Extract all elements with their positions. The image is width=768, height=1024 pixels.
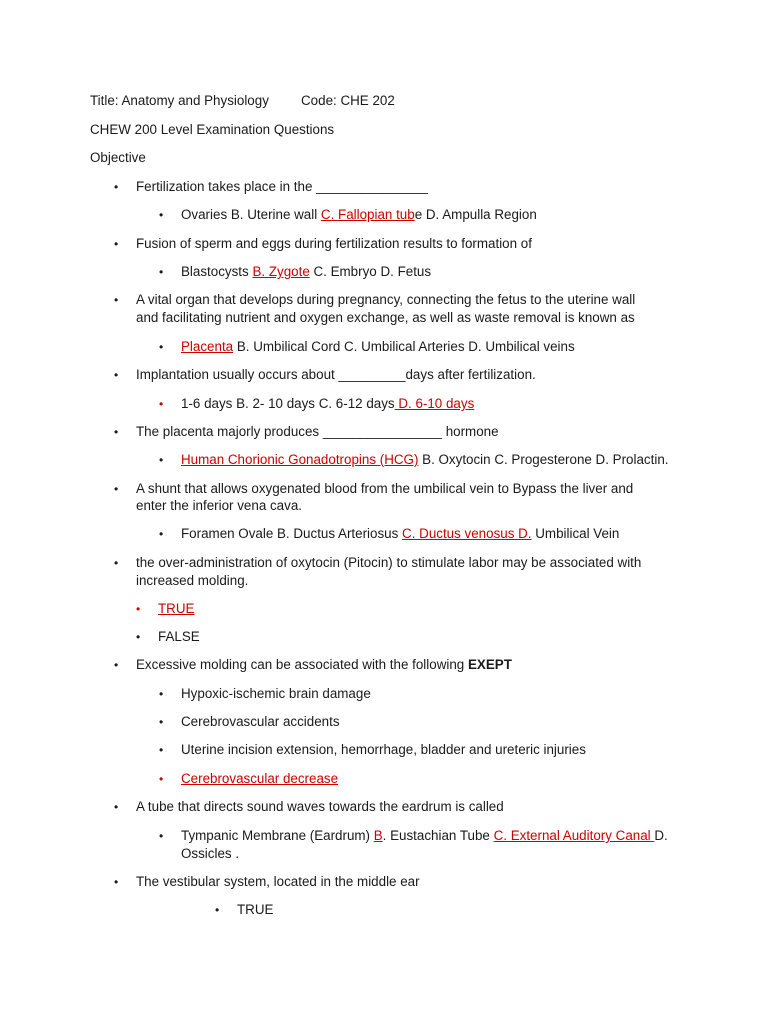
sub-bullet: •	[215, 903, 220, 917]
question-4: Implantation usually occurs about _________days after fertilization.	[136, 367, 536, 382]
option-text: B. Oxytocin C. Progesterone D. Prolactin.	[418, 452, 669, 467]
sub-bullet: •	[159, 453, 164, 467]
option-3: Uterine incision extension, hemorrhage, bladder and ureteric injuries	[181, 742, 586, 757]
correct-answer: B. Zygote	[252, 264, 310, 279]
correct-answer: Cerebrovascular decrease	[181, 771, 339, 786]
course-code: Code: CHE 202	[301, 93, 395, 108]
option-letter: B	[373, 828, 383, 843]
correct-answer: Human Chorionic Gonadotropins (HCG)	[181, 452, 419, 467]
correct-answer: C. External Auditory Canal	[493, 828, 655, 843]
sub-bullet: •	[159, 208, 164, 222]
option-false: FALSE	[158, 629, 200, 644]
answer-options-9-line-2: Ossicles .	[181, 846, 240, 861]
sub-bullet: •	[159, 743, 164, 757]
sub-bullet: •	[159, 527, 164, 541]
emphasis-word: EXEPT	[467, 657, 512, 672]
section-heading: Objective	[90, 150, 146, 165]
correct-answer: D. 6-10 days	[394, 396, 475, 411]
correct-answer: C. Ductus venosus D.	[402, 526, 532, 541]
question-6-line-1: A shunt that allows oxygenated blood from the umbilical vein to Bypass the liver and	[136, 481, 634, 496]
sub-bullet: •	[136, 630, 141, 644]
answer-options-5	[181, 451, 668, 469]
question-text: Excessive molding can be associated with the following	[136, 657, 468, 672]
question-10: The vestibular system, located in the middle ear	[136, 874, 420, 889]
answer-options-1	[181, 206, 537, 224]
question-1: Fertilization takes place in the _______________	[136, 179, 428, 194]
option-text: Ovaries B. Uterine wall	[181, 207, 321, 222]
option-text: Tympanic Membrane (Eardrum)	[181, 828, 374, 843]
sub-bullet: •	[159, 829, 164, 843]
answer-options-2	[181, 263, 431, 281]
correct-answer: Placenta	[181, 339, 234, 354]
bullet: •	[114, 875, 119, 889]
option-text: Foramen Ovale B. Ductus Arteriosus	[181, 526, 403, 541]
bullet: •	[114, 482, 119, 496]
option-text: . Eustachian Tube	[382, 828, 494, 843]
answer-options-9	[181, 827, 668, 845]
option-text: e D. Ampulla Region	[414, 207, 537, 222]
question-6-line-2: enter the inferior vena cava.	[136, 498, 302, 513]
option-true: TRUE	[237, 902, 274, 917]
sub-bullet: •	[159, 397, 164, 411]
answer-options-6	[181, 525, 619, 543]
question-2: Fusion of sperm and eggs during fertilization results to formation of	[136, 236, 532, 251]
correct-answer: C. Fallopian tub	[320, 207, 415, 222]
bullet: •	[114, 425, 119, 439]
bullet: •	[114, 368, 119, 382]
option-1: Hypoxic-ischemic brain damage	[181, 686, 371, 701]
sub-bullet: •	[159, 687, 164, 701]
option-text: C. Embryo D. Fetus	[309, 264, 432, 279]
sub-bullet: •	[159, 265, 164, 279]
question-7-line-1: the over-administration of oxytocin (Pitocin) to stimulate labor may be associated with	[136, 555, 642, 570]
question-9: A tube that directs sound waves towards the eardrum is called	[136, 799, 504, 814]
question-5: The placenta majorly produces ________________ hormone	[136, 424, 499, 439]
option-text: D.	[654, 828, 668, 843]
bullet: •	[114, 556, 119, 570]
option-text: Blastocysts	[181, 264, 253, 279]
sub-bullet: •	[159, 772, 164, 786]
question-7-line-2: increased molding.	[136, 573, 249, 588]
bullet: •	[114, 180, 119, 194]
answer-options-4	[181, 395, 474, 413]
option-text: 1-6 days B. 2- 10 days C. 6-12 days	[181, 396, 395, 411]
option-text: Umbilical Vein	[531, 526, 620, 541]
bullet: •	[114, 800, 119, 814]
bullet: •	[114, 293, 119, 307]
answer-options-3	[181, 338, 575, 356]
sub-bullet: •	[159, 340, 164, 354]
sub-bullet: •	[159, 715, 164, 729]
question-3-line-1: A vital organ that develops during pregnancy, connecting the fetus to the uterine wall	[136, 292, 636, 307]
sub-bullet: •	[136, 602, 141, 616]
option-text: B. Umbilical Cord C. Umbilical Arteries D. Umbilical veins	[233, 339, 575, 354]
correct-answer-true: TRUE	[158, 601, 195, 616]
doc-title: Title: Anatomy and Physiology	[90, 93, 269, 108]
bullet: •	[114, 237, 119, 251]
doc-subtitle: CHEW 200 Level Examination Questions	[90, 122, 335, 137]
bullet: •	[114, 658, 119, 672]
question-8	[136, 656, 512, 674]
option-2: Cerebrovascular accidents	[181, 714, 340, 729]
question-3-line-2: and facilitating nutrient and oxygen exchange, as well as waste removal is known as	[136, 310, 635, 325]
